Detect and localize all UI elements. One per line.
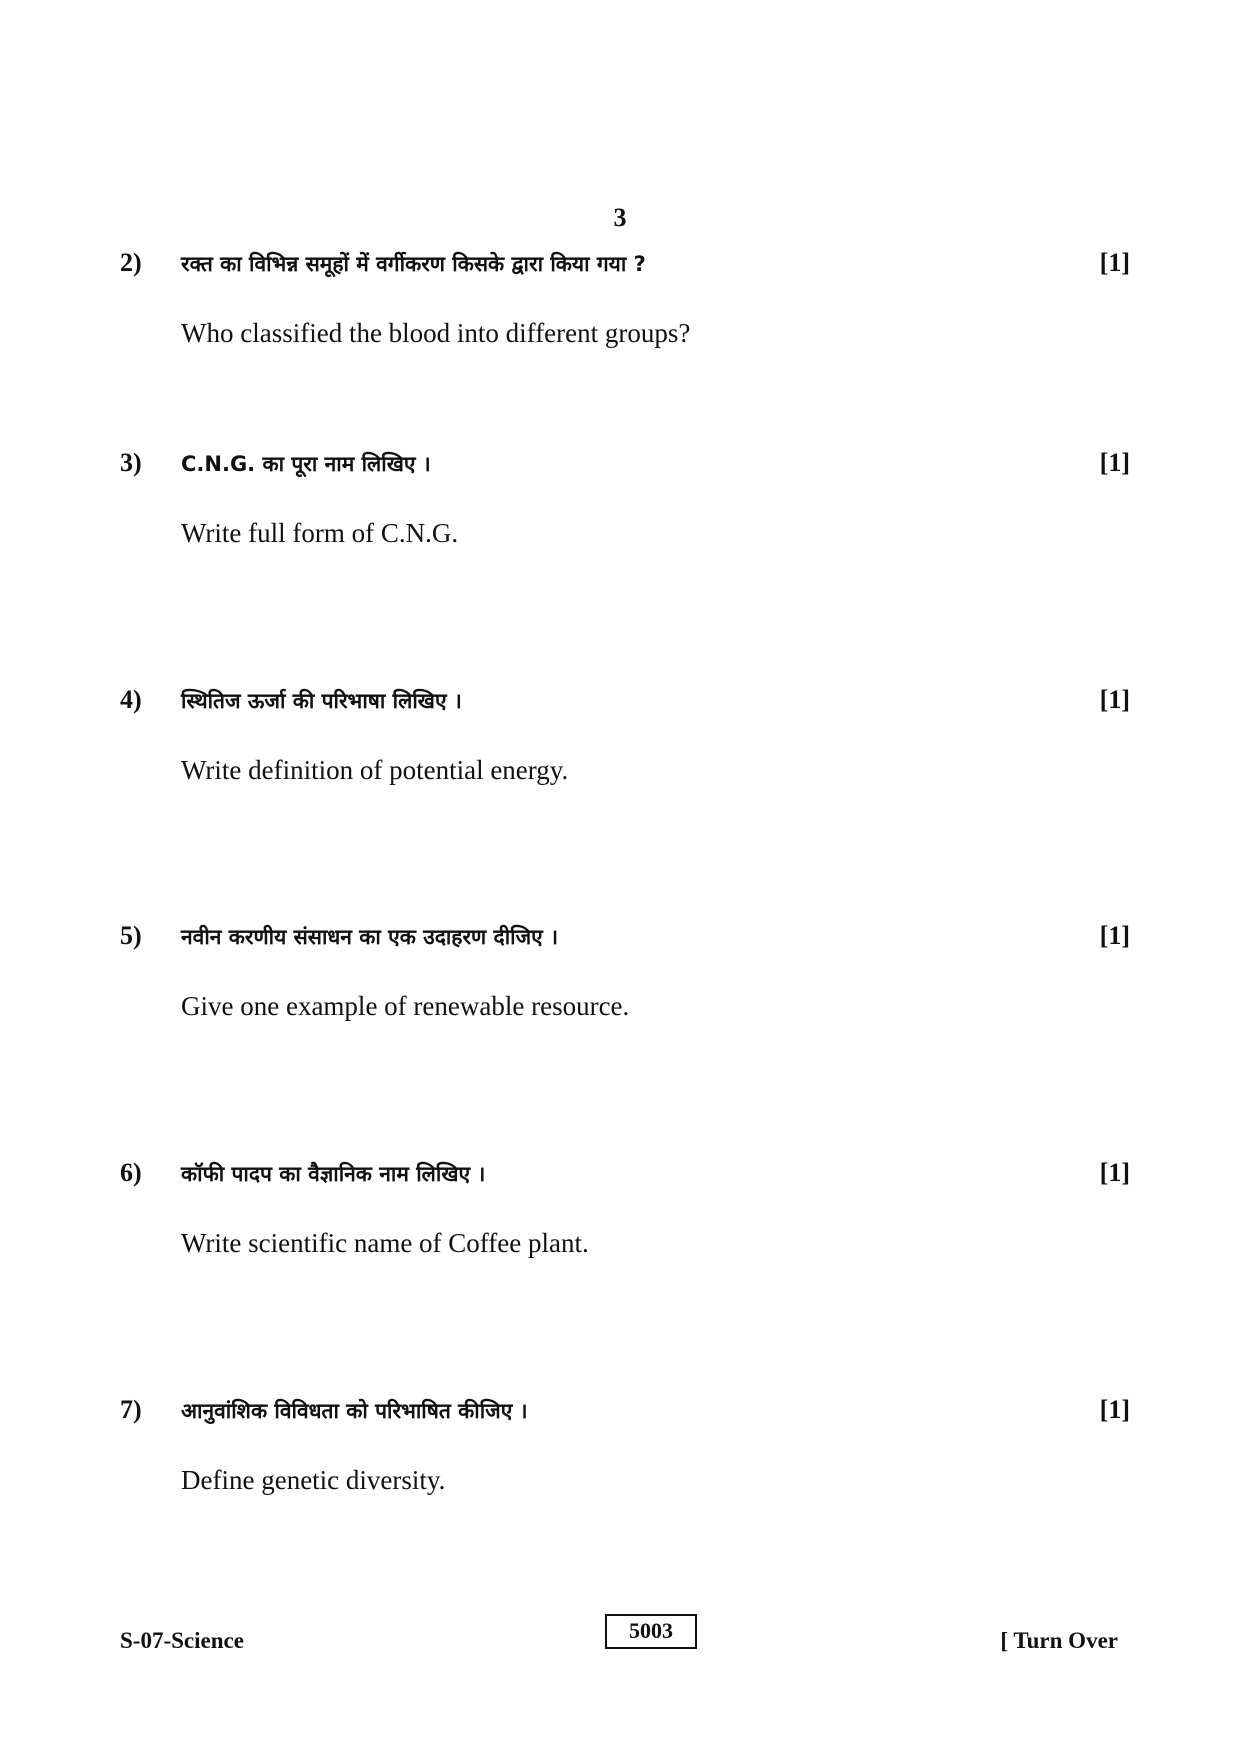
question-3 <box>120 448 1130 568</box>
question-text-hindi: रक्त का विभिन्न समूहों में वर्गीकरण किसके द्वारा किया गया ? <box>181 252 646 276</box>
question-text-english: Give one example of renewable resource. <box>181 991 630 1021</box>
question-marks: [1] <box>1099 1158 1130 1187</box>
question-number: 5) <box>120 921 142 950</box>
question-text-english: Write definition of potential energy. <box>181 755 569 785</box>
question-5 <box>120 921 1130 1041</box>
question-number: 6) <box>120 1158 142 1187</box>
page-number: 3 <box>613 203 627 232</box>
turn-over-label: [ Turn Over <box>1000 1628 1118 1653</box>
question-text-english: Write full form of C.N.G. <box>181 518 459 548</box>
question-number: 3) <box>120 448 142 477</box>
subject-code: S-07-Science <box>120 1628 244 1653</box>
question-7 <box>120 1395 1130 1515</box>
question-marks: [1] <box>1099 921 1130 950</box>
question-number: 4) <box>120 685 142 714</box>
question-marks: [1] <box>1099 248 1130 277</box>
question-text-english: Who classified the blood into different groups? <box>181 318 691 348</box>
question-marks: [1] <box>1099 448 1130 477</box>
question-4 <box>120 685 1130 805</box>
question-number: 2) <box>120 248 142 277</box>
question-text-hindi: आनुवांशिक विविधता को परिभाषित कीजिए । <box>181 1399 528 1423</box>
question-text-hindi: कॉफी पादप का वैज्ञानिक नाम लिखिए । <box>181 1162 486 1186</box>
question-text-english: Write scientific name of Coffee plant. <box>181 1228 589 1258</box>
paper-code-box: 5003 <box>605 1614 697 1649</box>
question-marks: [1] <box>1099 685 1130 714</box>
question-number: 7) <box>120 1395 142 1424</box>
question-marks: [1] <box>1099 1395 1130 1424</box>
question-text-hindi: स्थितिज ऊर्जा की परिभाषा लिखिए । <box>181 689 462 713</box>
question-text-hindi: नवीन करणीय संसाधन का एक उदाहरण दीजिए । <box>181 925 559 949</box>
question-6 <box>120 1158 1130 1278</box>
question-2 <box>120 248 1130 368</box>
question-text-english: Define genetic diversity. <box>181 1465 446 1495</box>
question-text-hindi: C.N.G. का पूरा नाम लिखिए । <box>181 452 431 476</box>
